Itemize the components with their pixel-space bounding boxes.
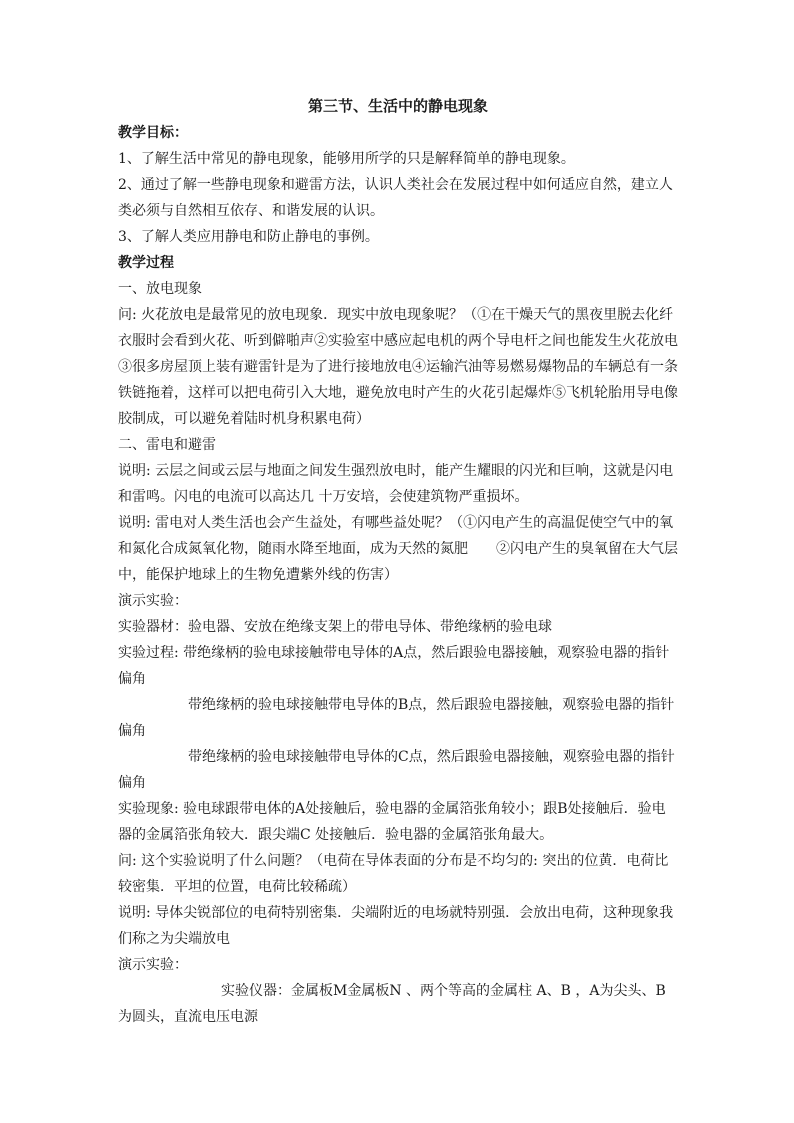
demo-procedure-step: 带绝缘柄的验电球接触带电导体的C点，然后跟验电器接触，观察验电器的指针偏角	[118, 749, 675, 791]
document-page	[118, 92, 678, 1030]
objective-item: 3、了解人类应用静电和防止静电的事例。	[118, 229, 379, 245]
demo-heading: 演示实验：	[118, 593, 188, 609]
demo-phenomenon: 实验现象: 验电球跟带电体的A处接触后，验电器的金属箔张角较小；跟B处接触后．验电器的金属箔张角较大．跟尖端C 处接触后．验电器的金属箔张角最大。	[118, 801, 666, 843]
lightning-benefit-text-a: 说明: 雷电对人类生活也会产生益处，有哪些益处呢？（①闪电产生的高温促使空气中的氧和氮化合成氮氧化物，随雨水降至地面，成为天然的氮肥	[118, 515, 674, 557]
objective-item: 1、了解生活中常见的静电现象，能够用所学的只是解释简单的静电现象。	[118, 151, 575, 167]
lightning-benefit-paragraph	[118, 510, 678, 588]
demo-instruments: 实验仪器：金属板M金属板N 、两个等高的金属柱 A、B ，A为尖头、B为圆头，直流电压电源	[118, 983, 666, 1025]
demo-materials: 实验器材：验电器、安放在绝缘支架上的带电导体、带绝缘柄的验电球	[118, 619, 552, 635]
objective-item: 2、通过了解一些静电现象和避雷方法，认识人类社会在发展过程中如何适应自然，建立人类必须与自然相互依存、和谐发展的认识。	[118, 177, 673, 219]
lightning-benefit-text-b: ②闪电产生的臭氧留在大气层中，能保护地球上的生物免遭紫外线的伤害）	[118, 541, 678, 583]
process-heading: 教学过程	[118, 255, 174, 271]
demo-heading-second: 演示实验：	[118, 957, 188, 973]
demo-procedure-step: 带绝缘柄的验电球接触带电导体的B点，然后跟验电器接触，观察验电器的指针偏角	[118, 697, 675, 739]
lightning-explanation-paragraph: 说明: 云层之间或云层与地面之间发生强烈放电时，能产生耀眼的闪光和巨响，这就是闪电和雷鸣。闪电的电流可以高达几 十万安培，会使建筑物严重损坏。	[118, 463, 674, 505]
objectives-heading: 教学目标：	[118, 125, 188, 141]
point-discharge-explanation: 说明: 导体尖锐部位的电荷特别密集．尖端附近的电场就特别强．会放出电荷，这种现象我们称之为尖端放电	[118, 905, 674, 947]
section-heading-lightning: 二、雷电和避雷	[118, 437, 216, 453]
demo-question: 问: 这个实验说明了什么问题？（电荷在导体表面的分布是不均匀的: 突出的位黄．电荷比较密集．平坦的位置，电荷比较稀疏）	[118, 853, 669, 895]
discharge-question-paragraph: 问: 火花放电是最常见的放电现象．现实中放电现象呢？（①在干燥天气的黑夜里脱去化纤衣服时会看到火花、听到僻啪声②实验室中感应起电机的两个导电杆之间也能发生火花放电③很多房屋顶上装有避雷针是为了进行接地放电④运输汽油等易燃易爆物品的车辆总有一条铁链拖着，这样可以把电荷引入大地，避免放电时产生的火花引起爆炸⑤飞机轮胎用导电像胶制成，可以避免着陆时机身积累电荷）	[118, 307, 678, 427]
page-title: 第三节、生活中的静电现象	[307, 97, 488, 115]
demo-procedure-step: 实验过程: 带绝缘柄的验电球接触带电导体的A点，然后跟验电器接触，观察验电器的指针偏角	[118, 645, 670, 687]
section-heading-discharge: 一、放电现象	[118, 281, 202, 297]
